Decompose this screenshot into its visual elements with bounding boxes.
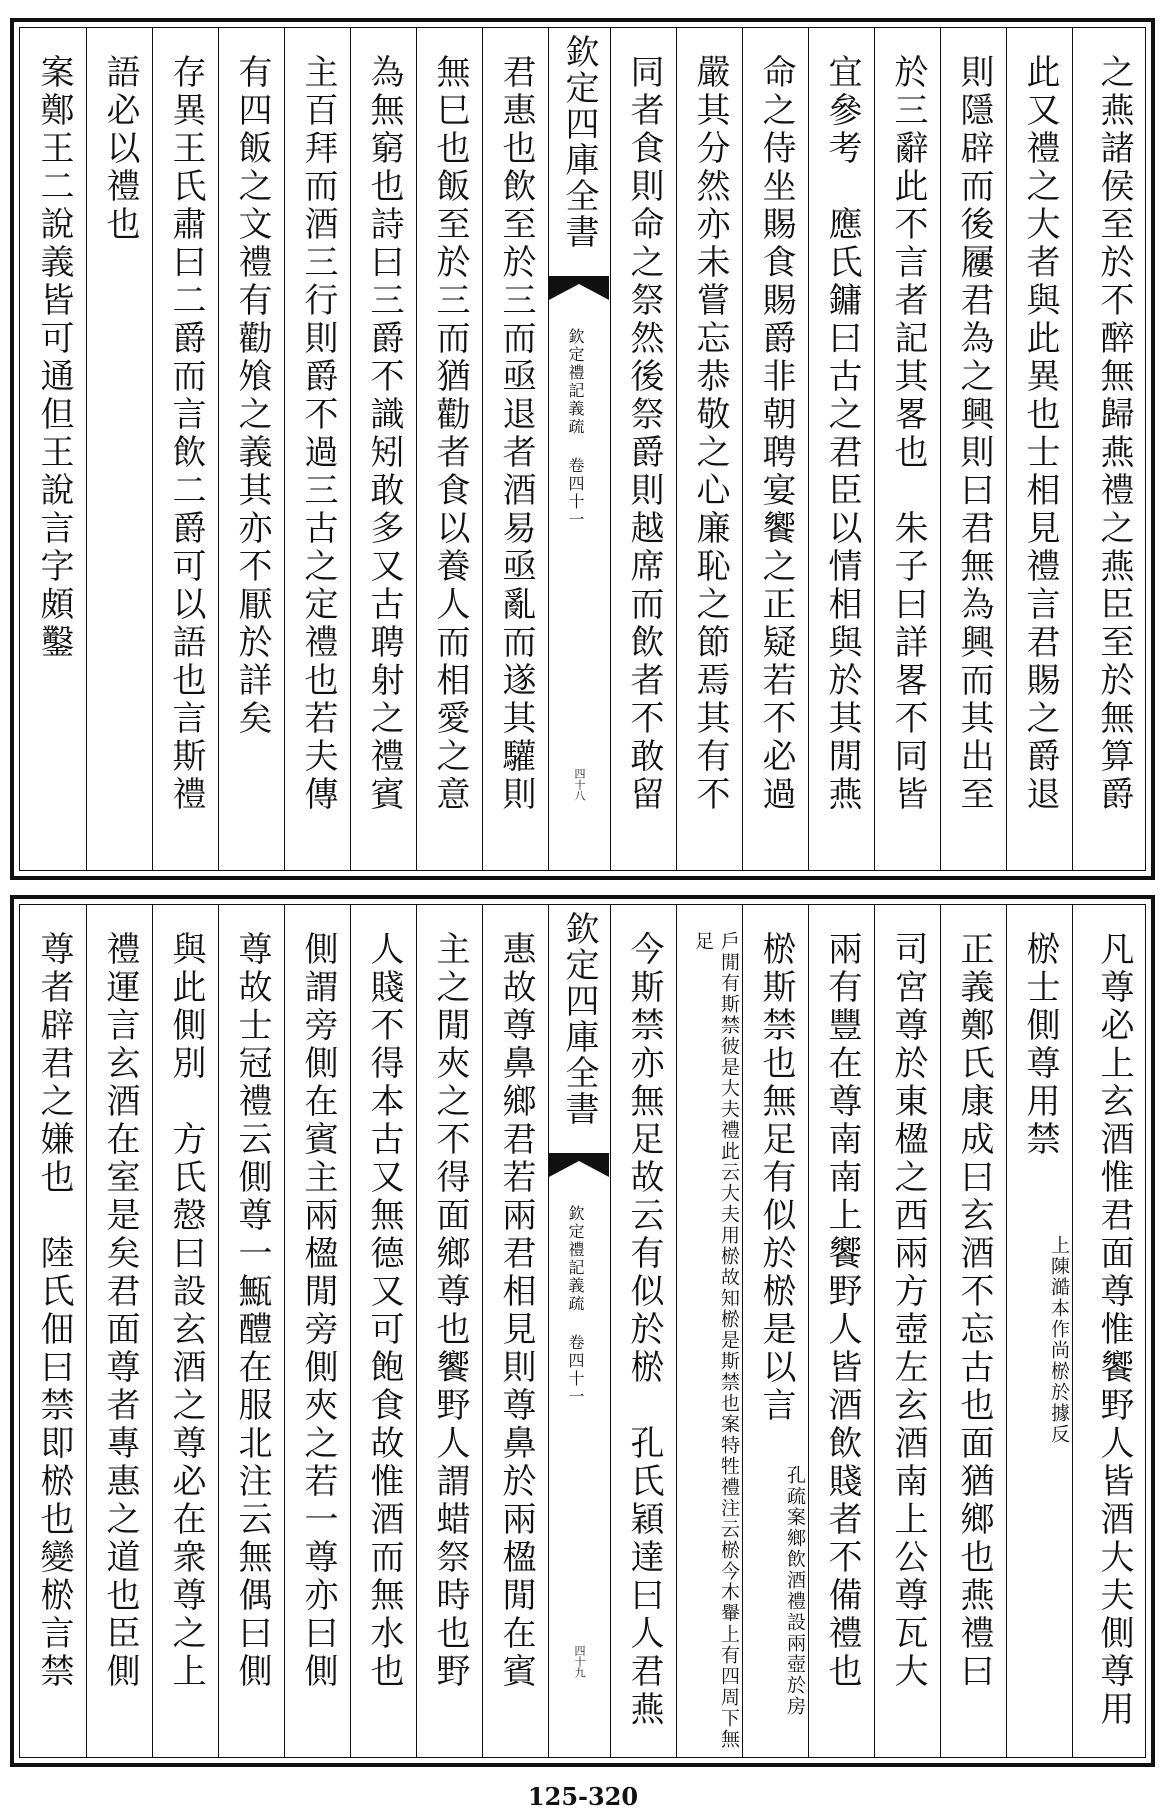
column-text: 案鄭王二說義皆可通但王說言字頗鑿 xyxy=(34,54,74,662)
text-column xyxy=(482,28,548,870)
column-text: 為無窮也詩曰三爵不識矧敢多又古聘射之禮賓 xyxy=(364,54,404,814)
column-text: 之燕諸侯至於不醉無歸燕禮之燕臣至於無算爵 xyxy=(1094,54,1134,814)
column-text: 君惠也飲至於三而亟退者酒易亟亂而遂其驩則 xyxy=(496,54,536,814)
column-text: 則隱辟而後屨君為之興則曰君無為興而其出至 xyxy=(954,54,994,814)
column-text: 司宮尊於東楹之西兩方壺左玄酒南上公尊瓦大 xyxy=(888,931,928,1691)
fishtail-mark-icon xyxy=(549,276,609,300)
column-text: 尊者辟君之嫌也 陸氏佃曰禁即棜也變棜言禁 xyxy=(34,931,74,1691)
column-text: 語必以禮也 xyxy=(100,54,140,244)
bottom-page-inner-frame xyxy=(19,904,1146,1758)
text-column xyxy=(610,28,676,870)
text-column xyxy=(676,28,742,870)
center-header-column xyxy=(548,905,610,1757)
text-column xyxy=(152,28,218,870)
text-column xyxy=(874,28,940,870)
text-column xyxy=(808,28,874,870)
volume-subtitle: 欽定禮記義疏 卷四十一 xyxy=(566,1205,585,1406)
text-column xyxy=(416,28,482,870)
text-column xyxy=(350,905,416,1757)
text-column xyxy=(874,905,940,1757)
column-text: 嚴其分然亦未嘗忘恭敬之心廉恥之節焉其有不 xyxy=(690,54,730,814)
text-column xyxy=(1072,905,1146,1757)
text-column xyxy=(482,905,548,1757)
annotation-note: 上陳澔本作尚棜於據反 xyxy=(1048,1235,1070,1445)
text-column xyxy=(416,905,482,1757)
column-text: 惠故尊鼻鄉君若兩君相見則尊鼻於兩楹閒在賓 xyxy=(496,931,536,1691)
column-text: 存異王氏肅曰二爵而言飲二爵可以語也言斯禮 xyxy=(166,54,206,814)
column-text: 側謂旁側在賓主兩楹閒旁側夾之若一尊亦曰側 xyxy=(298,931,338,1691)
text-column xyxy=(676,905,742,1757)
column-text: 禮運言玄酒在室是矣君面尊者專惠之道也臣側 xyxy=(100,931,140,1691)
column-text: 兩有豐在尊南南上饗野人皆酒飲賤者不備禮也 xyxy=(822,931,862,1691)
column-text: 主之閒夾之不得面鄉尊也饗野人謂蜡祭時也野 xyxy=(430,931,470,1691)
text-column xyxy=(940,28,1006,870)
column-text: 此又禮之大者與此異也士相見禮言君賜之爵退 xyxy=(1020,54,1060,814)
text-column xyxy=(1006,28,1072,870)
column-text: 主百拜而酒三行則爵不過三古之定禮也若夫傳 xyxy=(298,54,338,814)
column-text: 凡尊必上玄酒惟君面尊惟饗野人皆酒大夫側尊用 xyxy=(1094,931,1134,1729)
center-header-column xyxy=(548,28,610,870)
column-text: 有四飯之文禮有勸飧之義其亦不厭於詳矣 xyxy=(232,54,272,738)
text-column xyxy=(940,905,1006,1757)
text-column xyxy=(1072,28,1146,870)
text-column xyxy=(152,905,218,1757)
fishtail-mark-icon xyxy=(549,1153,609,1177)
text-column xyxy=(218,905,284,1757)
bottom-page-frame xyxy=(10,895,1155,1767)
leaf-number: 四十八 xyxy=(573,768,586,801)
column-text: 同者食則命之祭然後祭爵則越席而飲者不敢留 xyxy=(624,54,664,814)
book-title: 欽定四庫全書 xyxy=(559,34,599,250)
leaf-number: 四十九 xyxy=(573,1645,586,1678)
text-column xyxy=(86,905,152,1757)
annotation-note: 孔疏案鄉飲酒禮設兩壺於房 xyxy=(784,1465,806,1717)
text-column xyxy=(284,905,350,1757)
column-text: 棜士側尊用禁 xyxy=(1020,931,1060,1159)
text-column xyxy=(20,905,86,1757)
column-text: 棜斯禁也無足有似於棜是以言 xyxy=(756,931,796,1425)
top-page-frame xyxy=(10,18,1155,880)
text-column xyxy=(350,28,416,870)
text-column xyxy=(742,905,808,1757)
book-title: 欽定四庫全書 xyxy=(559,911,599,1127)
column-text: 命之侍坐賜食賜爵非朝聘宴饗之正疑若不必過 xyxy=(756,54,796,814)
text-column xyxy=(808,905,874,1757)
text-column xyxy=(218,28,284,870)
text-column xyxy=(20,28,86,870)
column-text: 人賤不得本古又無德又可飽食故惟酒而無水也 xyxy=(364,931,404,1691)
column-text: 尊故士冠禮云側尊一甒醴在服北注云無偶曰側 xyxy=(232,931,272,1691)
text-column xyxy=(1006,905,1072,1757)
column-text: 無巳也飯至於三而猶勸者食以養人而相愛之意 xyxy=(430,54,470,814)
text-column xyxy=(284,28,350,870)
column-text: 今斯禁亦無足故云有似於棜 孔氏穎達曰人君燕 xyxy=(624,931,664,1729)
top-page-inner-frame xyxy=(19,27,1146,871)
page-reference: 125-320 xyxy=(527,1782,639,1811)
column-text: 正義鄭氏康成曰玄酒不忘古也面猶鄉也燕禮曰 xyxy=(954,931,994,1691)
text-column xyxy=(86,28,152,870)
column-text: 於三辭此不言者記其畧也 朱子曰詳畧不同皆 xyxy=(888,54,928,814)
text-column xyxy=(742,28,808,870)
column-text: 宜參考 應氏鏞曰古之君臣以情相與於其閒燕 xyxy=(822,54,862,814)
volume-subtitle: 欽定禮記義疏 卷四十一 xyxy=(566,328,585,529)
column-text-small: 戶閒有斯禁彼是大夫禮此云大夫用棜故知棜是斯禁也案特牲禮注云棜今木轝上有四周下無足 xyxy=(692,931,740,1750)
text-column xyxy=(610,905,676,1757)
column-text: 與此側別 方氏慤曰設玄酒之尊必在衆尊之上 xyxy=(166,931,206,1691)
